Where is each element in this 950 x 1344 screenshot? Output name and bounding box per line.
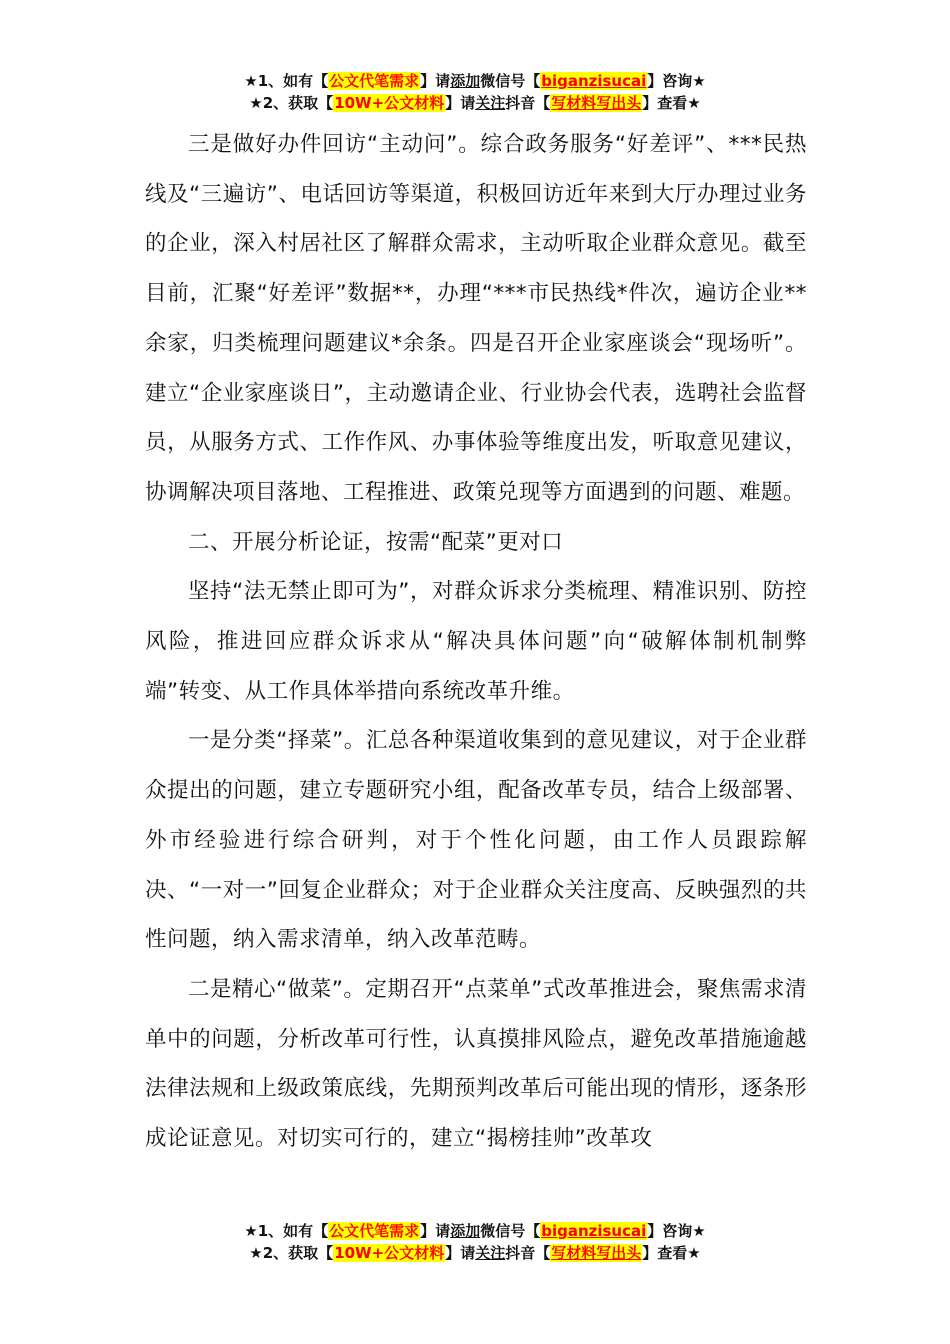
document-body xyxy=(145,120,807,1164)
header-banner-line-1 xyxy=(0,70,950,92)
paragraph: 一是分类“择菜”。汇总各种渠道收集到的意见建议，对于企业群众提出的问题，建立专题研究小组，配备改革专员，结合上级部署、外市经验进行综合研判，对于个性化问题，由工作人员跟踪解决、“一对一”回复企业群众；对于企业群众关注度高、反映强烈的共性问题，纳入需求清单，纳入改革范畴。 xyxy=(145,728,807,953)
banner-text: 微信号【 xyxy=(480,1222,541,1240)
paragraph: 二是精心“做菜”。定期召开“点菜单”式改革推进会，聚焦需求清单中的问题，分析改革可行性，认真摸排风险点，避免改革措施逾越法律法规和上级政策底线，先期预判改革后可能出现的情形，逐条形成论证意见。对切实可行的，建立“揭榜挂帅”改革攻 xyxy=(145,976,807,1152)
banner-emphasis: 关注 xyxy=(475,94,506,112)
banner-text: 】咨询★ xyxy=(647,72,706,90)
header-banner-line-2 xyxy=(0,92,950,114)
banner-text: 抖音【 xyxy=(505,94,551,112)
header-banner xyxy=(0,70,950,114)
banner-highlight: 10W+公文材料 xyxy=(334,1244,445,1262)
footer-banner-line-2 xyxy=(0,1242,950,1264)
banner-douyin-id: 写材料写出头 xyxy=(551,1244,642,1262)
banner-text: 】查看★ xyxy=(642,1244,701,1262)
banner-wechat-id: biganzisucai xyxy=(541,72,647,90)
banner-emphasis: 添加 xyxy=(450,72,481,90)
paragraph: 三是做好办件回访“主动问”。综合政务服务“好差评”、***民热线及“三遍访”、电话回访等渠道，积极回访近年来到大厅办理过业务的企业，深入村居社区了解群众需求，主动听取企业群众意见。截至目前，汇聚“好差评”数据**，办理“***市民热线*件次，遍访企业**余家，归类梳理问题建议*余条。四是召开企业家座谈会“现场听”。建立“企业家座谈日”，主动邀请企业、行业协会代表，选聘社会监督员，从服务方式、工作作风、办事体验等维度出发，听取意见建议，协调解决项目落地、工程推进、政策兑现等方面遇到的问题、难题。 xyxy=(145,132,807,505)
banner-text: ★2、获取【 xyxy=(249,1244,334,1262)
banner-text: 】请 xyxy=(445,1244,476,1262)
banner-text: 】咨询★ xyxy=(647,1222,706,1240)
banner-wechat-id: biganzisucai xyxy=(541,1222,647,1240)
banner-highlight: 公文代笔需求 xyxy=(329,1222,420,1240)
banner-text: ★1、如有【 xyxy=(244,1222,329,1240)
banner-text: 】请 xyxy=(445,94,476,112)
banner-douyin-id: 写材料写出头 xyxy=(551,94,642,112)
paragraph: 坚持“法无禁止即可为”，对群众诉求分类梳理、精准识别、防控风险，推进回应群众诉求从“解决具体问题”向“破解体制机制弊端”转变、从工作具体举措向系统改革升维。 xyxy=(145,579,807,704)
banner-text: ★2、获取【 xyxy=(249,94,334,112)
banner-text: ★1、如有【 xyxy=(244,72,329,90)
banner-highlight: 10W+公文材料 xyxy=(334,94,445,112)
banner-text: 】请 xyxy=(420,72,451,90)
section-heading: 二、开展分析论证，按需“配菜”更对口 xyxy=(188,529,564,555)
footer-banner xyxy=(0,1220,950,1264)
banner-text: 】请 xyxy=(420,1222,451,1240)
banner-text: 微信号【 xyxy=(480,72,541,90)
banner-emphasis: 添加 xyxy=(450,1222,481,1240)
banner-emphasis: 关注 xyxy=(475,1244,506,1262)
footer-banner-line-1 xyxy=(0,1220,950,1242)
banner-text: 】查看★ xyxy=(642,94,701,112)
banner-highlight: 公文代笔需求 xyxy=(329,72,420,90)
banner-text: 抖音【 xyxy=(505,1244,551,1262)
